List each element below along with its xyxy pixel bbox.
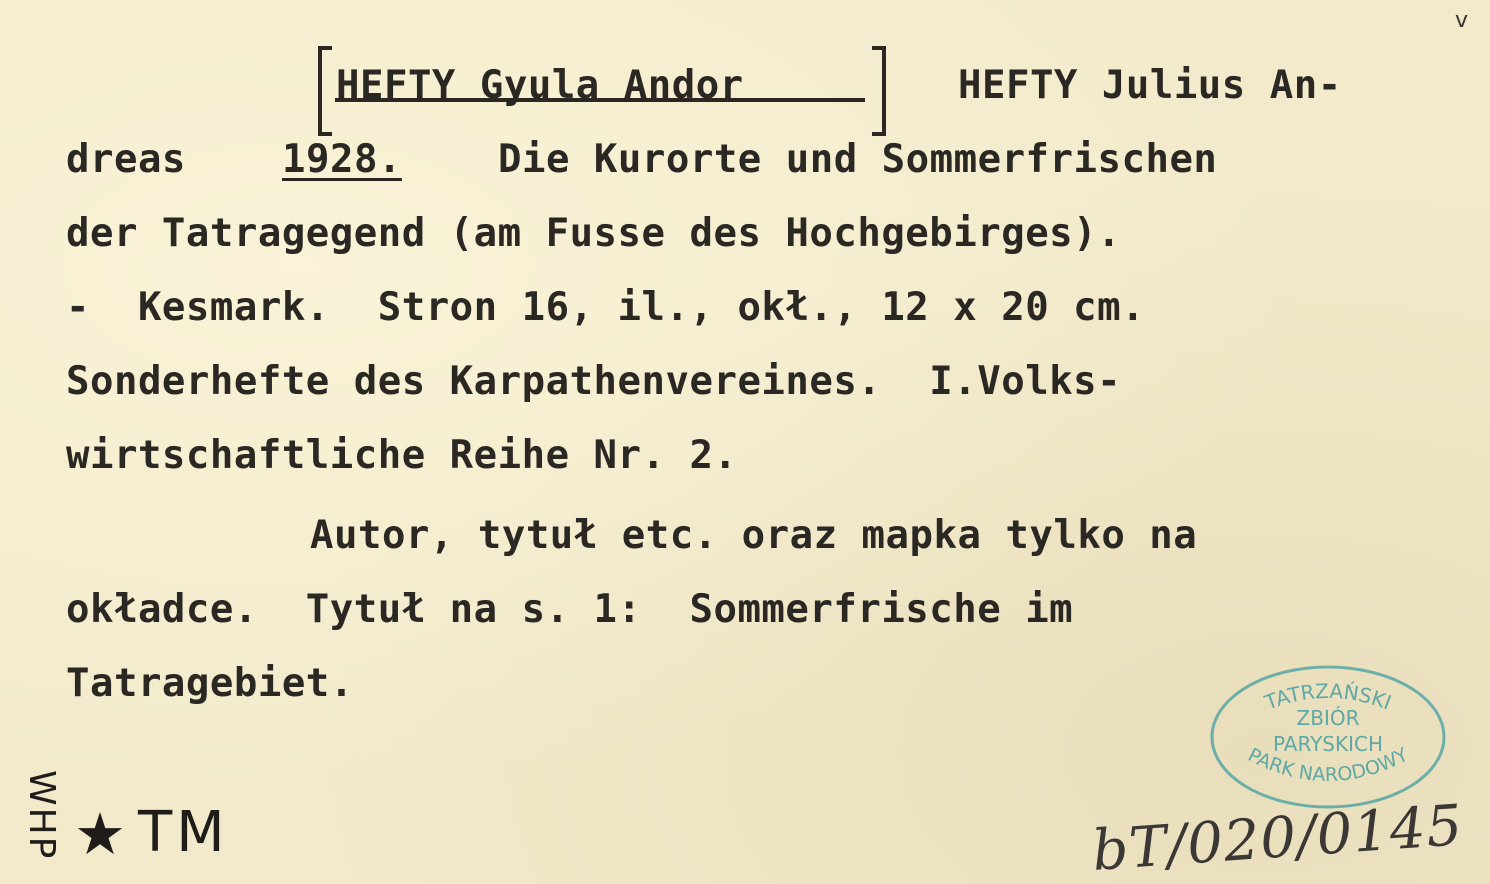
- text-line-1: HEFTY Julius An-: [958, 63, 1342, 108]
- text-line-9: Tatragebiet.: [66, 661, 354, 706]
- star-icon: ★: [74, 800, 126, 868]
- text-line-4: - Kesmark. Stron 16, il., okł., 12 x 20 cm.: [66, 285, 1146, 330]
- publication-year: 1928.: [282, 137, 402, 182]
- text-line-6: wirtschaftliche Reihe Nr. 2.: [66, 433, 738, 478]
- text-line-3: der Tatragegend (am Fusse des Hochgebirges).: [66, 211, 1122, 256]
- handwritten-whp: WHP: [21, 770, 62, 861]
- stamp-line-2: ZBIÓR: [1296, 706, 1360, 730]
- bracket-right: [872, 46, 886, 136]
- stamp-line-4: PARK NARODOWY: [1244, 743, 1412, 787]
- text-line-5: Sonderhefte des Karpathenvereines. I.Volks-: [66, 359, 1122, 404]
- stamp-line-3: PARYSKICH: [1272, 732, 1384, 756]
- bracketed-heading: HEFTY Gyula Andor: [336, 63, 744, 108]
- text-line-2b: Die Kurorte und Sommerfrischen: [498, 137, 1218, 182]
- bracket-left: [318, 46, 332, 136]
- text-line-2a: dreas: [66, 137, 186, 182]
- text-line-8: okładce. Tytuł na s. 1: Sommerfrische im: [66, 587, 1074, 632]
- handwritten-tm: TM: [138, 800, 229, 865]
- library-stamp: [1208, 663, 1448, 811]
- stamp-line-1: TATRZAŃSKI: [1261, 678, 1395, 715]
- text-line-7: Autor, tytuł etc. oraz mapka tylko na: [310, 513, 1198, 558]
- shelfmark-number: bT/020/0145: [1090, 793, 1466, 884]
- check-mark: v: [1455, 8, 1469, 33]
